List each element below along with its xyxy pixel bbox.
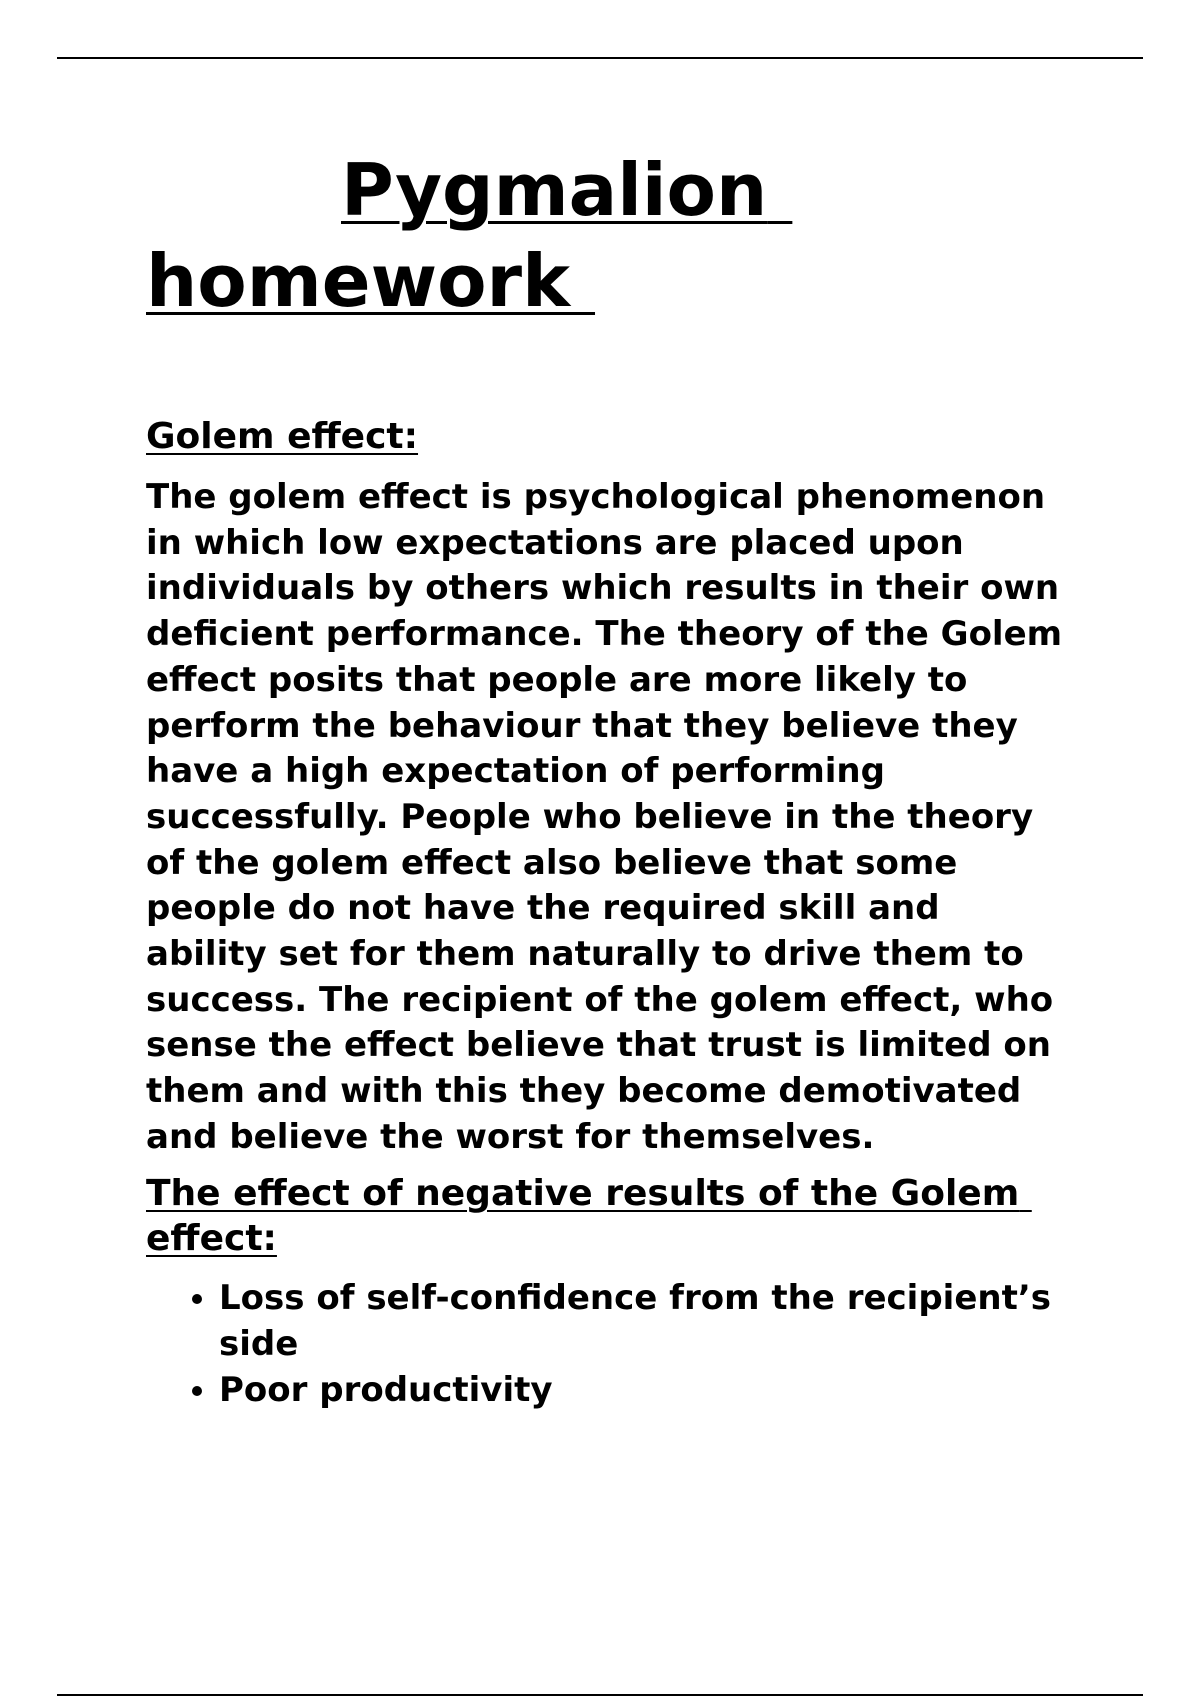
footer-rule [57,1694,1143,1696]
golem-effect-heading: Golem effect: [146,416,419,457]
negative-results-heading: The effect of negative results of the Golem effect: [146,1172,1032,1259]
header-rule [57,57,1143,59]
document-title: Pygmalion homework [146,148,793,323]
negative-results-list [146,1275,1066,1413]
list-item: • Poor productivity [219,1367,1066,1413]
golem-effect-paragraph: The golem effect is psychological phenomenon in which low expectations are placed upon individuals by others which results in their own deficient performance. The theory of the Golem effect posits that people are more likely to perform the behaviour that they believe they have a high expectation of performing successfully. People who believe in the theory of the golem effect also believe that some people do not have the required skill and ability set for them naturally to drive them to success. The recipient of the golem effect, who sense the effect believe that trust is limited on them and with this they become demotivated and believe the worst for themselves. [146,477,1063,1157]
document-body [146,145,1066,1413]
list-item: • Loss of self-confidence from the recipient’s side [219,1275,1066,1367]
